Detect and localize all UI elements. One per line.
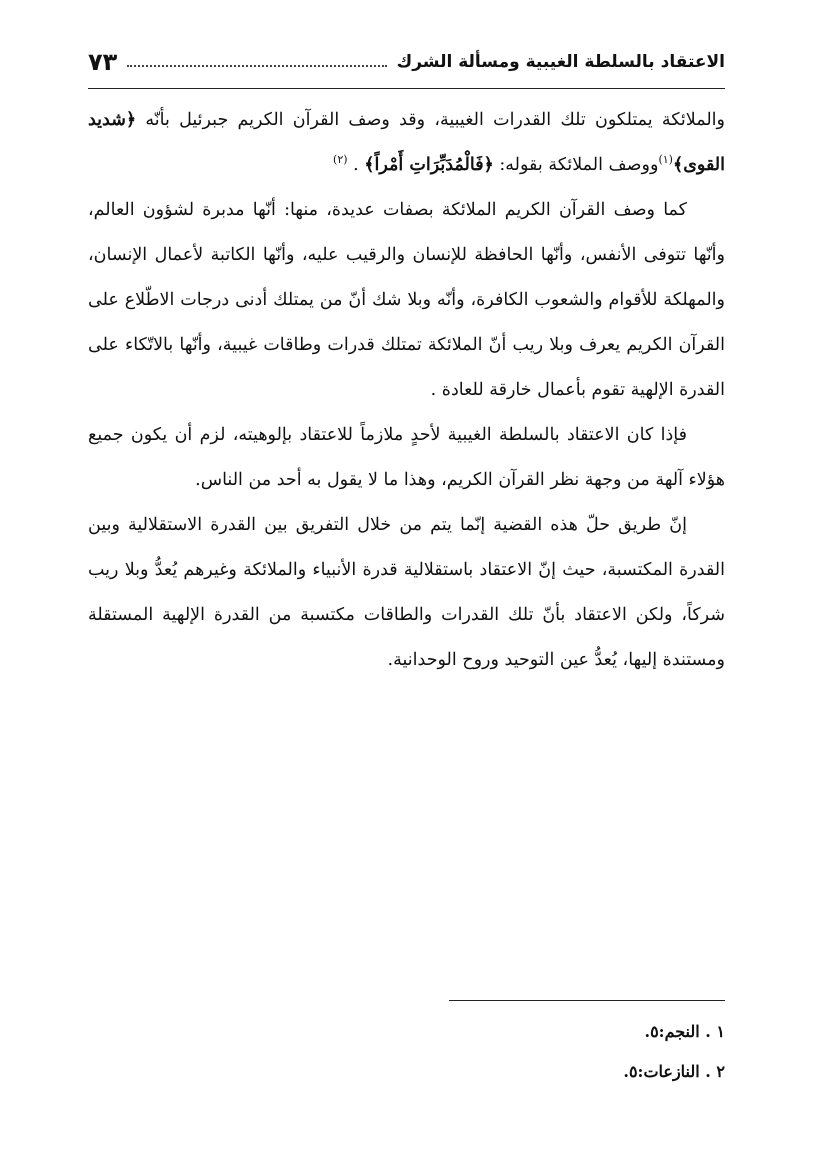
header-dot-leader (127, 65, 386, 67)
header-rule (88, 88, 725, 89)
running-header-title: الاعتقاد بالسلطة الغيبية ومسألة الشرك (396, 52, 725, 72)
footnote-2: ٢ . النازعات:٥. (623, 1062, 725, 1081)
footnote-1: ١ . النجم:٥. (644, 1022, 725, 1041)
footnote-marker-2: (٢) (333, 153, 348, 167)
paragraph-1-text-b: ووصف الملائكة بقوله: (493, 155, 659, 175)
paragraph-2: كما وصف القرآن الكريم الملائكة بصفات عديدة، منها: أنّها مدبرة لشؤون العالم، وأنّها تتوفى الأنفس، وأنّها الحافظة للإنسان والرقيب عليه، وأنّها الكاتبة لأعمال الإنسان، والمهلكة للأقوام والشعوب الكافرة، وأنّه وبلا شك أنّ من يمتلك أدنى درجات الاطّلاع على القرآن الكريم يعرف وبلا ريب أنّ الملائكة تمتلك قدرات وطاقات غيبية، وأنّها بالاتّكاء على القدرة الإلهية تقوم بأعمال خارقة للعادة . (88, 200, 725, 400)
paragraph-1-text-a: والملائكة يمتلكون تلك القدرات الغيبية، وقد وصف القرآن الكريم جبرئيل بأنّه (136, 110, 725, 130)
footnote-separator (449, 1000, 725, 1001)
running-header (88, 40, 725, 84)
paragraph-1-text-c: . (347, 155, 365, 175)
footnotes (325, 1012, 725, 1092)
paragraph-4: إنّ طريق حلّ هذه القضية إنّما يتم من خلال التفريق بين القدرة الاستقلالية وبين القدرة المكتسبة، حيث إنّ الاعتقاد باستقلالية قدرة الأنبياء والملائكة وغيرهم يُعدُّ وبلا ريب شركاً، ولكن الاعتقاد بأنّ تلك القدرات والطاقات مكتسبة من القدرة الإلهية المستقلة ومستندة إليها، يُعدُّ عين التوحيد وروح الوحدانية. (88, 515, 725, 670)
quran-quote-1: ﴿شديد القوى﴾ (88, 110, 725, 175)
page-number: ٧٣ (88, 48, 118, 76)
body-text (88, 98, 725, 683)
paragraph-1 (88, 98, 725, 188)
quran-quote-2: ﴿فَالْمُدَبِّرَاتِ أَمْراً﴾ (364, 155, 494, 175)
footnote-marker-1: (١) (658, 153, 673, 167)
paragraph-3: فإذا كان الاعتقاد بالسلطة الغيبية لأحدٍ ملازماً للاعتقاد بإلوهيته، لزم أن يكون جميع هؤلاء آلهة من وجهة نظر القرآن الكريم، وهذا ما لا يقول به أحد من الناس. (88, 425, 725, 490)
